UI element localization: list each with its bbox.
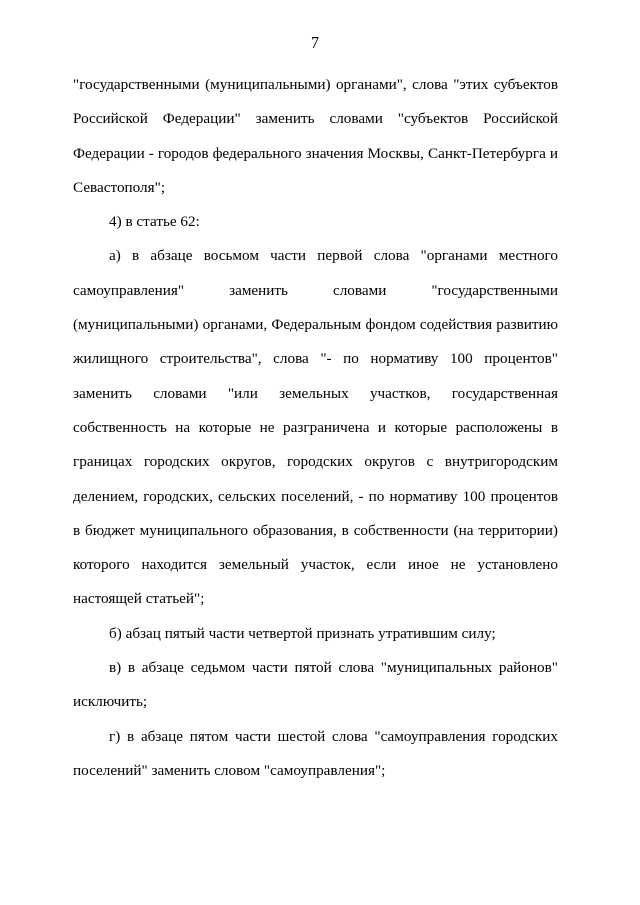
paragraph-subitem-a: а) в абзаце восьмом части первой слова "органами местного самоуправления" заменить словами "государственными (муниципальными) органами, Федеральным фондом содействия развитию жилищного строительства", слова "- по нормативу 100 процентов" заменить словами "или земельных участков, государственная собственность на которые не разграничена и которые расположены в границах городских округов, городских округов с внутригородским делением, городских, сельских поселений, - по нормативу 100 процентов в бюджет муниципального образования, в собственности (на территории) которого находится земельный участок, если иное не установлено настоящей статьей"; xyxy=(73,247,558,608)
paragraph-item-4: 4) в статье 62: xyxy=(109,213,200,231)
paragraph-subitem-v: в) в абзаце седьмом части пятой слова "муниципальных районов" исключить; xyxy=(73,659,558,711)
document-body xyxy=(73,68,558,788)
paragraph-subitem-g: г) в абзаце пятом части шестой слова "самоуправления городских поселений" заменить словом "самоуправления"; xyxy=(73,727,558,779)
paragraph-continuation: "государственными (муниципальными) органами", слова "этих субъектов Российской Федерации" заменить словами "субъектов Российской Федерации - городов федерального значения Москвы, Санкт-Петербурга и Севастополя"; xyxy=(73,76,558,196)
paragraph-subitem-b: б) абзац пятый части четвертой признать утратившим силу; xyxy=(109,624,496,642)
page-number: 7 xyxy=(310,33,320,52)
